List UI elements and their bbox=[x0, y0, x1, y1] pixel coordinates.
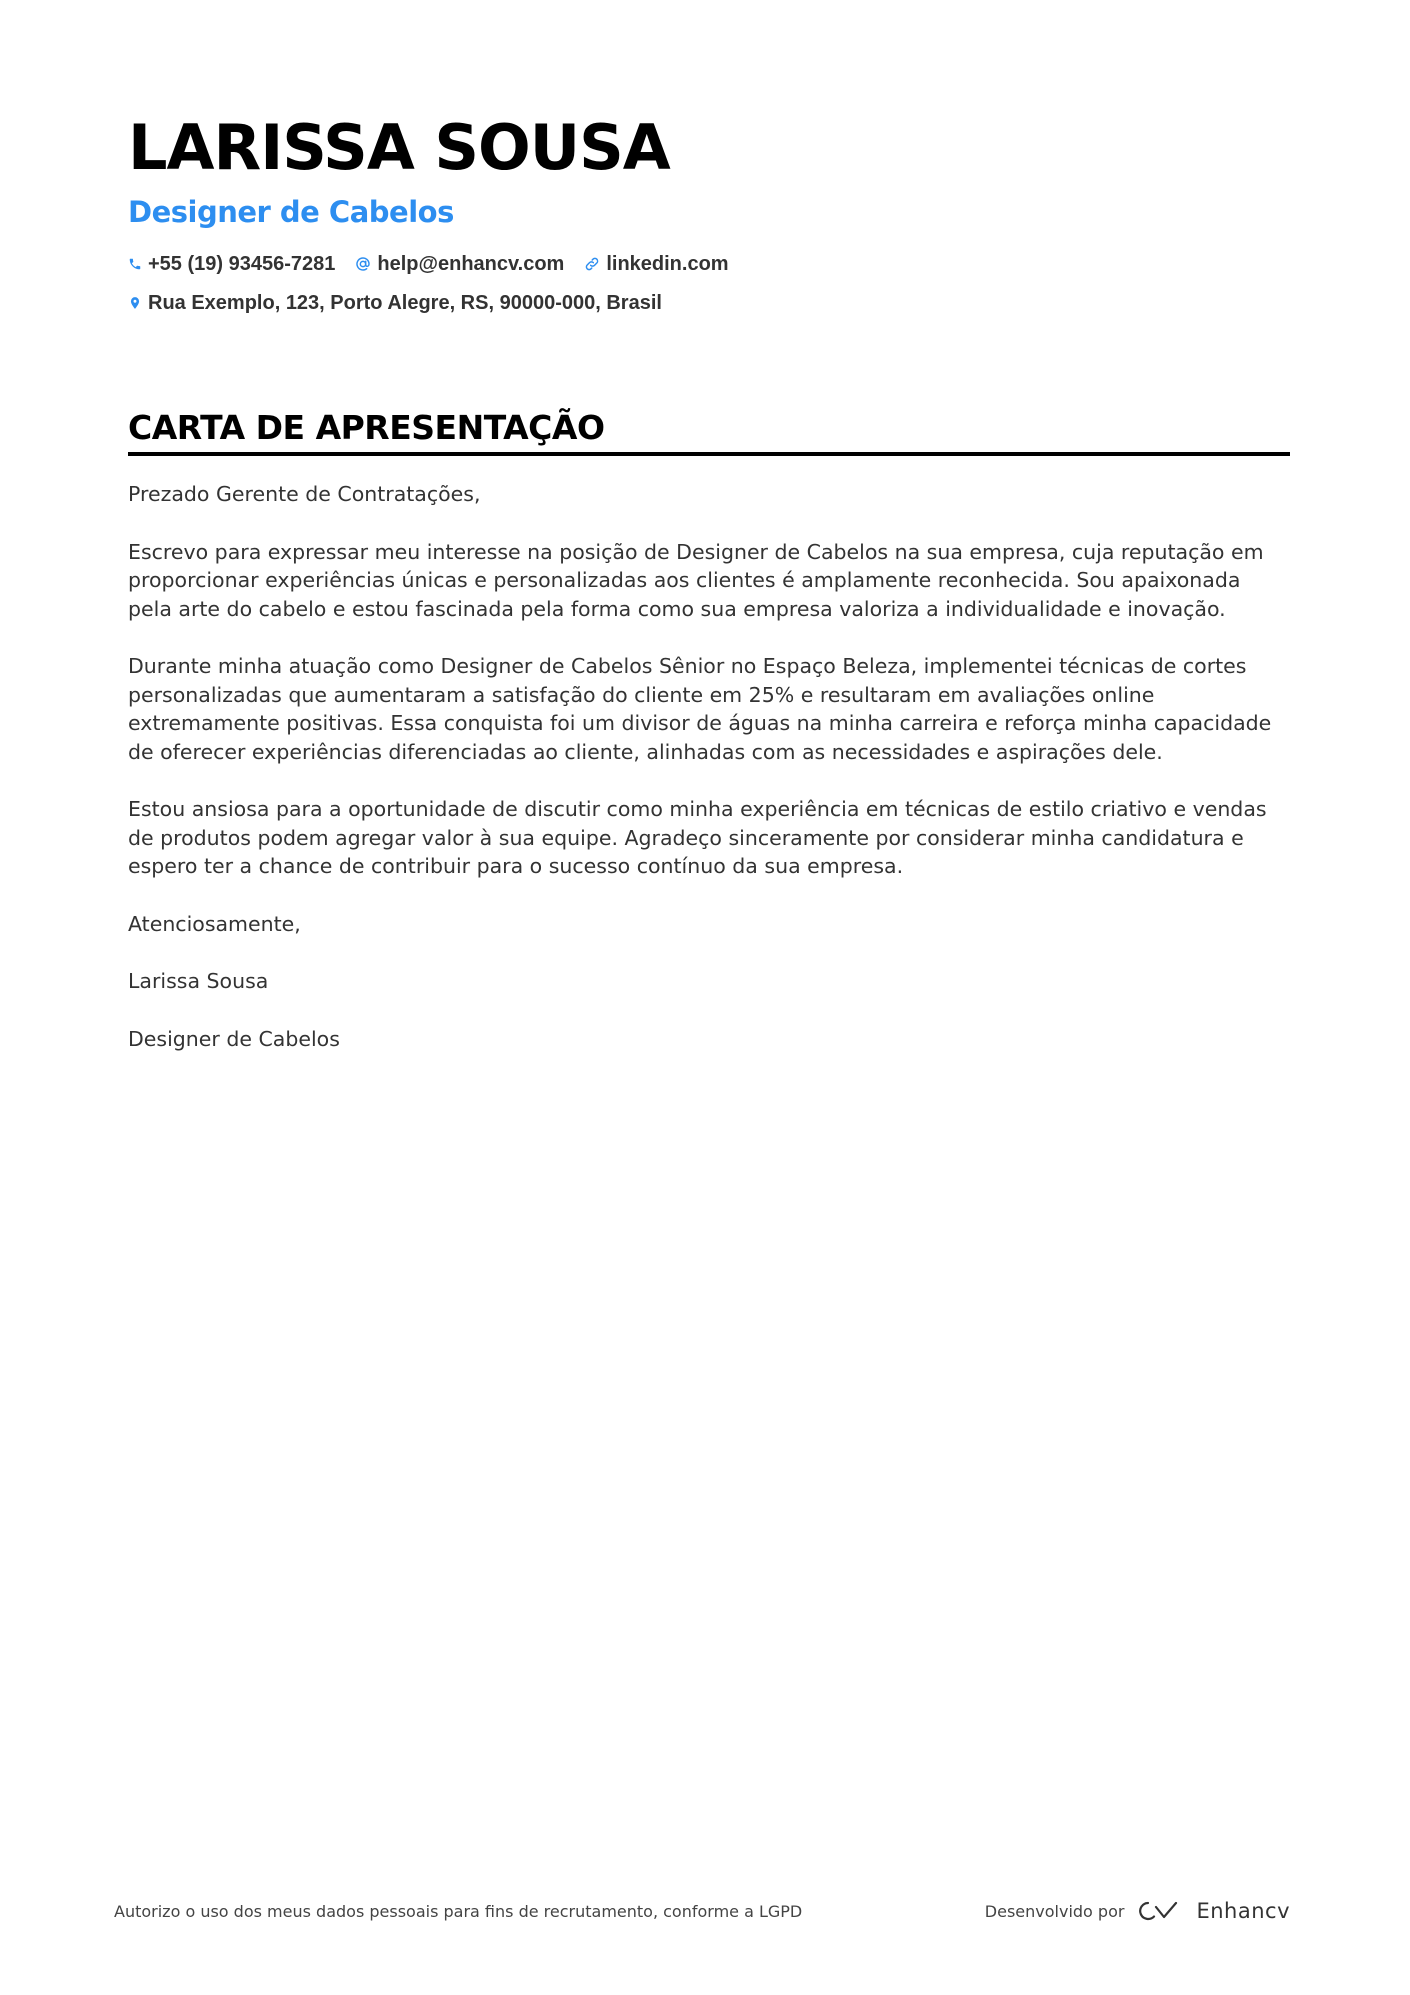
contact-email[interactable] bbox=[355, 253, 564, 276]
phone-text: +55 (19) 93456-7281 bbox=[148, 252, 336, 275]
email-text: help@enhancv.com bbox=[377, 252, 565, 275]
at-icon bbox=[355, 256, 371, 272]
section-title: CARTA DE APRESENTAÇÃO bbox=[128, 408, 605, 447]
signature-title: Designer de Cabelos bbox=[128, 1026, 340, 1051]
candidate-name: LARISSA SOUSA bbox=[128, 111, 670, 184]
letter-paragraph: Estou ansiosa para a oportunidade de discutir como minha experiência em técnicas de estilo criativo e vendas de produtos podem agregar valor à sua equipe. Agradeço sinceramente por considerar minha candidatura e espero ter a chance de contribuir para o sucesso contínuo da sua empresa. bbox=[128, 797, 1267, 878]
candidate-role: Designer de Cabelos bbox=[128, 195, 454, 229]
powered-by-label: Desenvolvido por bbox=[984, 1901, 1125, 1921]
resume-header bbox=[128, 108, 1290, 315]
letter-paragraph: Escrevo para expressar meu interesse na posição de Designer de Cabelos na sua empresa, cuja reputação em proporcionar experiências únicas e personalizadas aos clientes é amplamente reconhecida. Sou apaixonada pela arte do cabelo e estou fascinada pela forma como sua empresa valoriza a individualidade e inovação. bbox=[128, 539, 1264, 621]
contact-address bbox=[128, 292, 662, 315]
enhancv-logo-icon bbox=[1136, 1899, 1182, 1923]
contact-row-primary bbox=[128, 252, 1290, 276]
address-text: Rua Exemplo, 123, Porto Alegre, RS, 90000-000, Brasil bbox=[148, 291, 662, 314]
letter-greeting: Prezado Gerente de Contratações, bbox=[128, 482, 481, 506]
link-icon bbox=[584, 256, 600, 272]
contact-linkedin[interactable] bbox=[584, 253, 728, 276]
letter-body bbox=[128, 480, 1290, 1082]
letter-paragraph: Durante minha atuação como Designer de Cabelos Sênior no Espaço Beleza, implementei técnicas de cortes personalizadas que aumentaram a satisfação do cliente em 25% e resultaram em avaliações online extremamente positivas. Essa conquista foi um divisor de águas na minha carreira e reforça minha capacidade de oferecer experiências diferenciadas ao cliente, alinhadas com as necessidades e aspirações dele. bbox=[128, 654, 1272, 764]
section-header bbox=[128, 406, 1290, 456]
phone-icon bbox=[128, 257, 142, 271]
signature-name: Larissa Sousa bbox=[128, 969, 269, 993]
lgpd-consent-text: Autorizo o uso dos meus dados pessoais para fins de recrutamento, conforme a LGPD bbox=[114, 1901, 803, 1921]
enhancv-brand[interactable] bbox=[1136, 1899, 1290, 1923]
section-divider bbox=[128, 452, 1290, 456]
contact-row-address bbox=[128, 291, 1290, 315]
page-footer bbox=[114, 1893, 1290, 1929]
location-pin-icon bbox=[128, 295, 142, 311]
linkedin-text: linkedin.com bbox=[606, 252, 729, 275]
contact-phone bbox=[128, 253, 335, 276]
brand-name: Enhancv bbox=[1196, 1899, 1290, 1923]
powered-by[interactable] bbox=[985, 1899, 1290, 1923]
letter-closing: Atenciosamente, bbox=[128, 911, 301, 936]
